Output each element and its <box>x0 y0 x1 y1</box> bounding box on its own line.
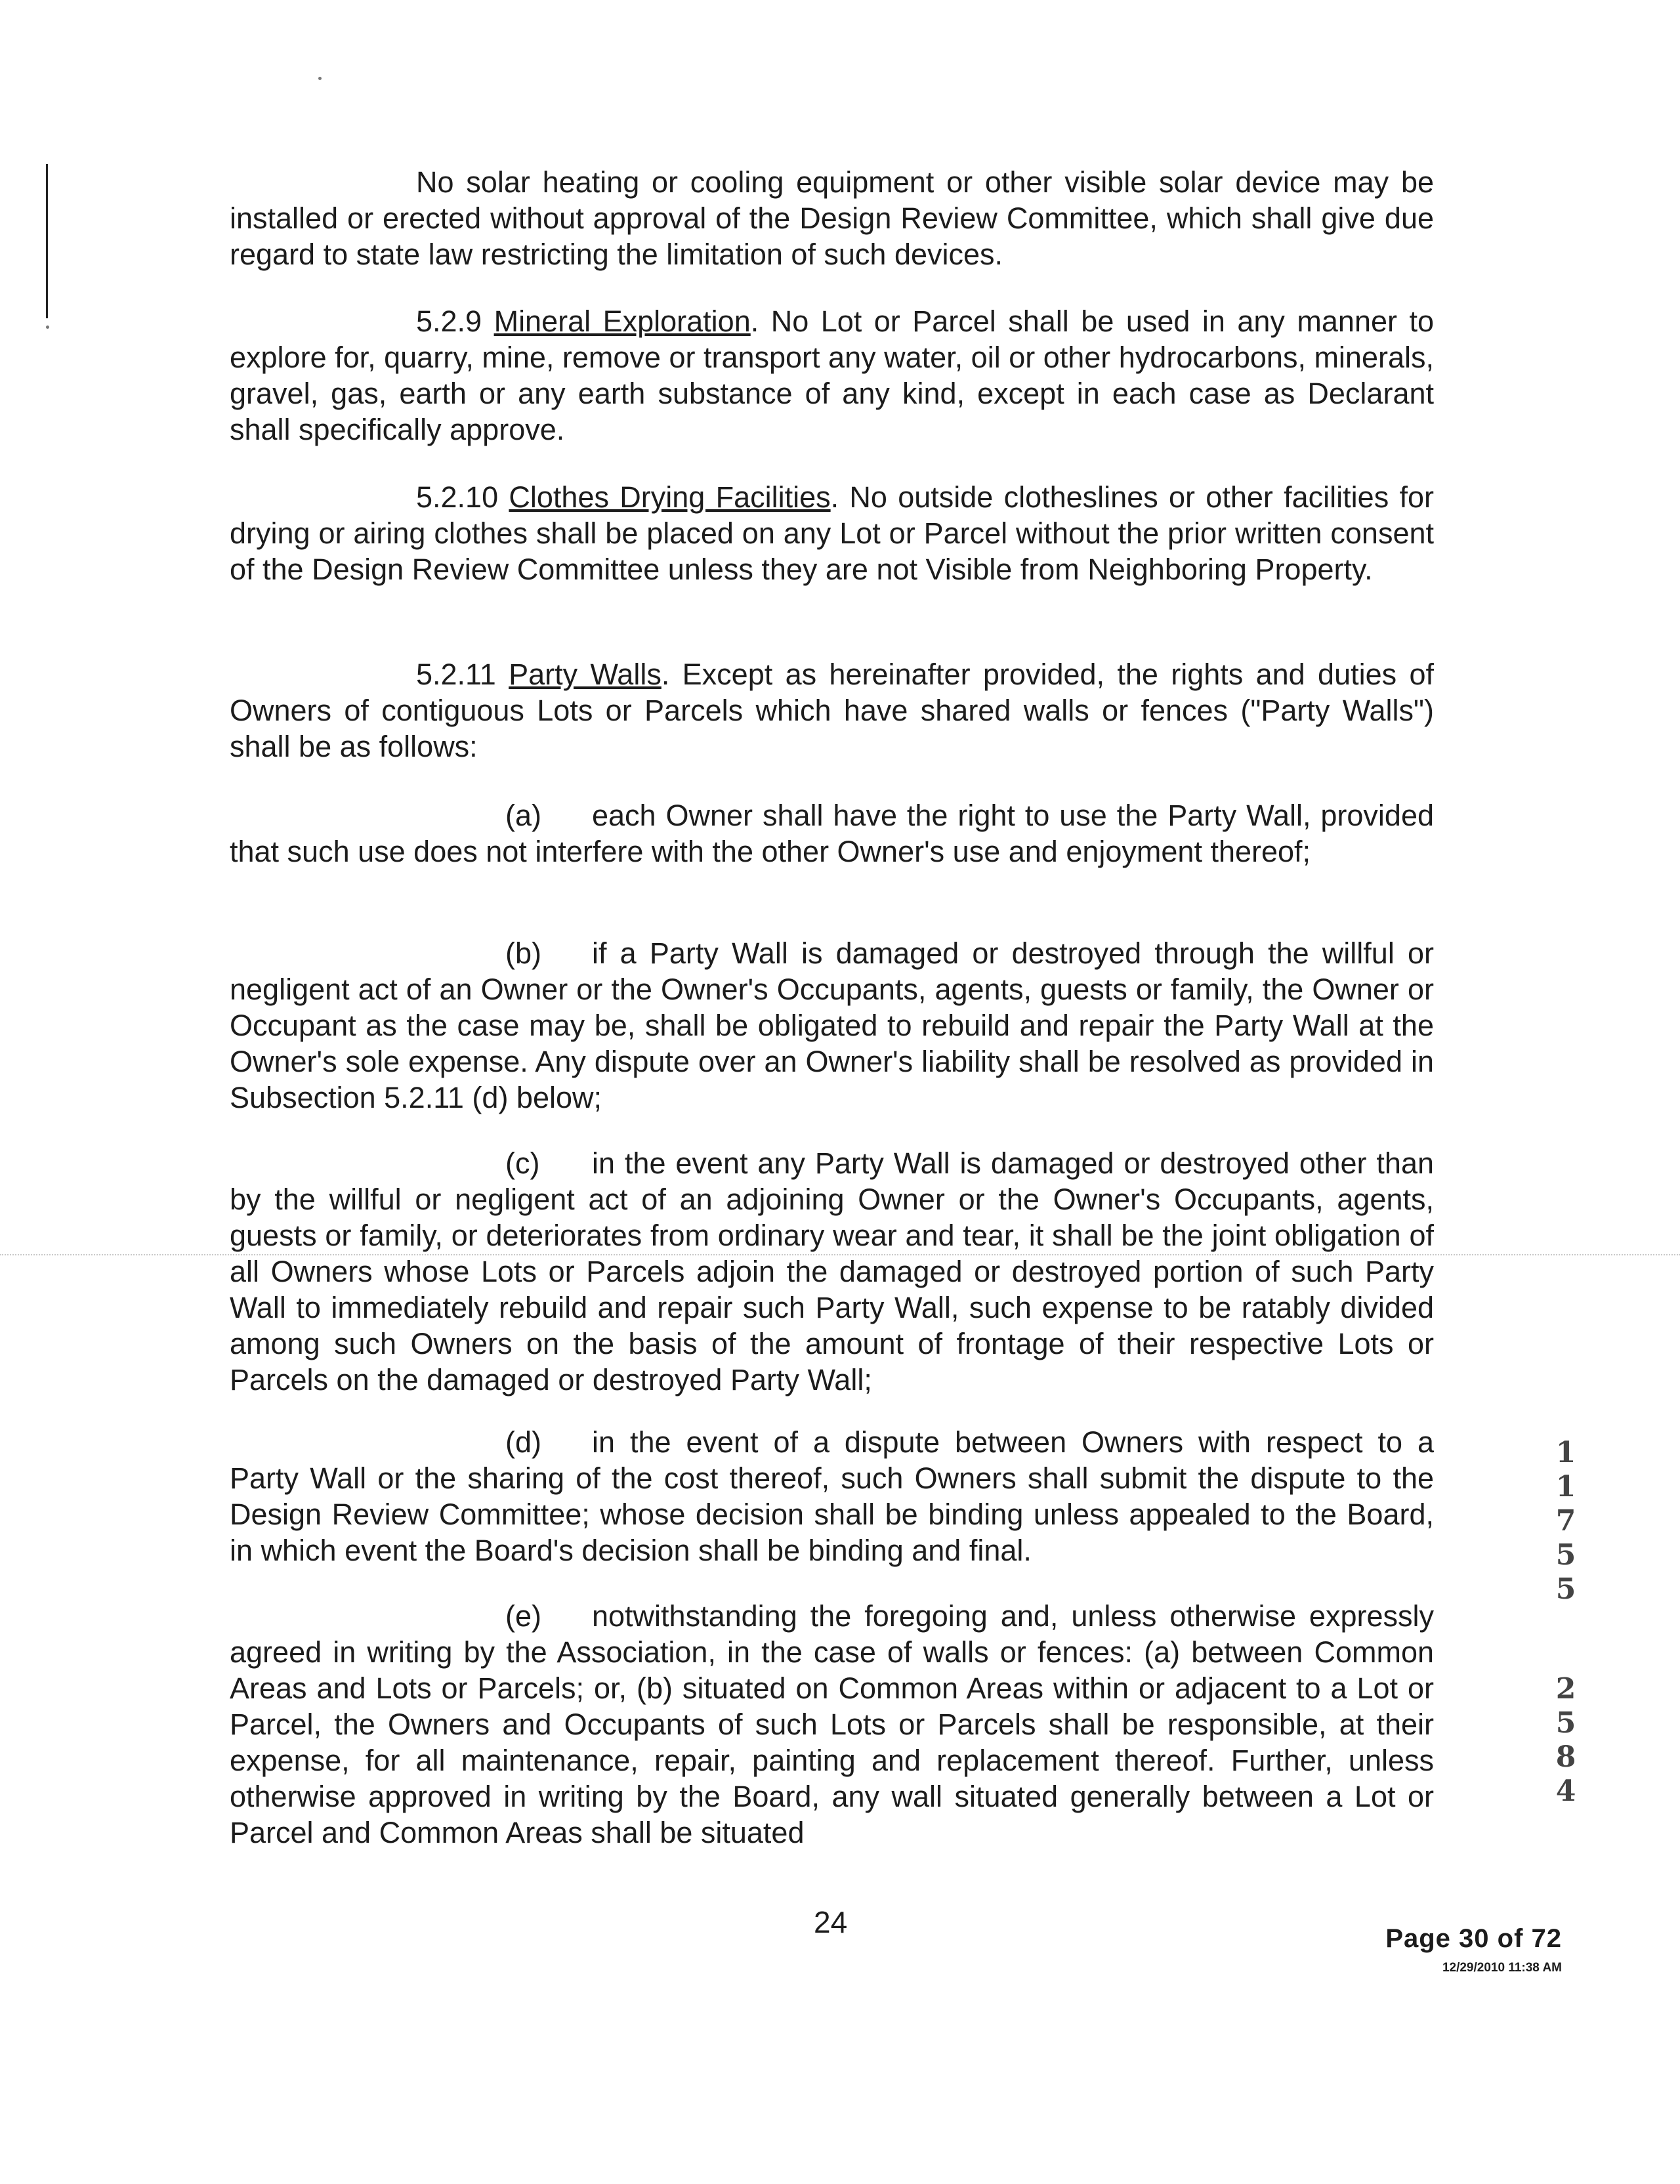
stamp-digit: 4 <box>1555 1774 1576 1808</box>
scan-speck <box>46 326 49 329</box>
section-text: . No outside clotheslines or other facilities for drying or airing clothes shall be placed on any Lot or Parcel without the prior written consent of the Design Review Committee unless they are not Visible from Neighboring Property. <box>230 480 1434 586</box>
stamp-digit: 1 <box>1555 1470 1576 1503</box>
subsection-marker: (d) <box>505 1425 541 1459</box>
section-text: . Except as hereinafter provided, the rights and duties of Owners of contiguous Lots or Parcels which have shared walls or fences ("Party Walls") shall be as follows: <box>230 658 1434 763</box>
section-number: 5.2.10 <box>416 480 499 514</box>
section-number: 5.2.9 <box>416 304 482 338</box>
subsection-c <box>230 1145 1434 1398</box>
recording-page-stamp: Page 30 of 72 <box>1385 1924 1562 1953</box>
recording-number-stamp <box>1550 1436 1582 1809</box>
subsection-e <box>230 1598 1434 1851</box>
section-heading: Clothes Drying Facilities <box>509 480 831 514</box>
section-number: 5.2.11 <box>416 658 496 691</box>
section-text: . No Lot or Parcel shall be used in any manner to explore for, quarry, mine, remove or transport any water, oil or other hydrocarbons, minerals, gravel, gas, earth or any earth substance of any kind, except in each case as Declarant shall specifically approve. <box>230 304 1434 446</box>
subsection-text: in the event of a dispute between Owners with respect to a Party Wall or the sharing of the cost thereof, such Owners shall submit the dispute to the Design Review Committee; whose decision shall be binding unless appealed to the Board, in which event the Board's decision shall be binding and final. <box>230 1425 1434 1567</box>
paragraph-solar-devices <box>230 164 1434 272</box>
stamp-gap <box>1550 1606 1582 1672</box>
section-5-2-11 <box>230 656 1434 765</box>
subsection-marker: (e) <box>505 1599 541 1633</box>
stamp-digit: 5 <box>1555 1572 1576 1606</box>
subsection-b <box>230 935 1434 1116</box>
stamp-digit: 7 <box>1555 1504 1576 1538</box>
subsection-text: if a Party Wall is damaged or destroyed through the willful or negligent act of an Owner or the Owner's Occupants, agents, guests or family, the Owner or Occupant as the case may be, shall be obligated to rebuild and repair the Party Wall at the Owner's sole expense. Any dispute over an Owner's liability shall be resolved as provided in Subsection 5.2.11 (d) below; <box>230 936 1434 1114</box>
stamp-digit: 8 <box>1555 1740 1576 1774</box>
subsection-marker: (b) <box>505 936 541 970</box>
stamp-digit: 5 <box>1555 1706 1576 1740</box>
stamp-digit: 5 <box>1555 1538 1576 1572</box>
recording-date-stamp: 12/29/2010 11:38 AM <box>1442 1961 1562 1975</box>
stamp-digit: 2 <box>1555 1672 1576 1706</box>
section-heading: Mineral Exploration <box>494 304 751 338</box>
subsection-text: in the event any Party Wall is damaged or destroyed other than by the willful or negligent act of an adjoining Owner or the Owner's Occupants, agents, guests or family, or deteriorates from ordinary wear and tear, it shall be the joint obligation of all Owners whose Lots or Parcels adjoin the damaged or destroyed portion of such Party Wall to immediately rebuild and repair such Party Wall, such expense to be ratably divided among such Owners on the basis of the amount of frontage of their respective Lots or Parcels on the damaged or destroyed Party Wall; <box>230 1146 1434 1396</box>
subsection-marker: (c) <box>505 1146 540 1180</box>
page-number: 24 <box>814 1905 848 1939</box>
stamp-digit: 1 <box>1555 1436 1576 1469</box>
section-5-2-10 <box>230 479 1434 587</box>
subsection-a <box>230 797 1434 870</box>
paragraph-text: No solar heating or cooling equipment or other visible solar device may be installed or erected without approval of the Design Review Committee, which shall give due regard to state law restricting the limitation of such devices. <box>230 165 1434 271</box>
subsection-text: notwithstanding the foregoing and, unless otherwise expressly agreed in writing by the Association, in the case of walls or fences: (a) between Common Areas and Lots or Parcels; or, (b) situated on Common Areas within or adjacent to a Lot or Parcel, the Owners and Occupants of such Lots or Parcels shall be responsible, at their expense, for all maintenance, repair, painting and replacement thereof. Further, unless otherwise approved in writing by the Board, any wall situated generally between a Lot or Parcel and Common Areas shall be situated <box>230 1599 1434 1849</box>
subsection-marker: (a) <box>505 799 541 832</box>
section-5-2-9 <box>230 303 1434 448</box>
subsection-d <box>230 1424 1434 1568</box>
section-heading: Party Walls <box>509 658 662 691</box>
scan-speck <box>318 77 322 80</box>
scan-margin-line <box>46 164 48 318</box>
subsection-text: each Owner shall have the right to use the Party Wall, provided that such use does not interfere with the other Owner's use and enjoyment thereof; <box>230 799 1434 868</box>
